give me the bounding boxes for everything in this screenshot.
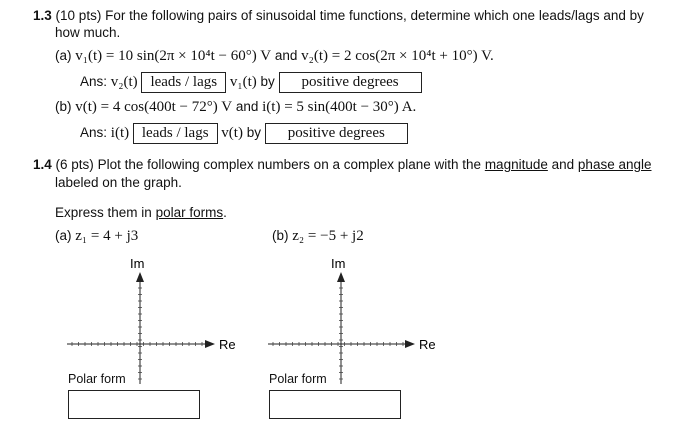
q14-and: and	[551, 157, 575, 172]
q14-polar-forms: polar forms	[155, 205, 224, 220]
plane-b-ticks	[273, 288, 403, 379]
q13-prompt-line1: For the following pairs of sinusoidal time functions, determine which one leads/lags and by	[105, 8, 644, 23]
q14a-polar-form-label: Polar form	[68, 372, 126, 386]
q13b-and: and	[235, 99, 259, 114]
q13-number: 1.3	[33, 8, 52, 23]
q13a-ans-label: Ans:	[80, 74, 108, 90]
plane-b	[268, 256, 436, 384]
plane-a	[67, 256, 236, 384]
q13a-degrees-box[interactable]: positive degrees	[279, 72, 422, 93]
q13b-ans-label: Ans:	[80, 125, 108, 141]
q14b-polar-form-input[interactable]	[269, 390, 401, 419]
q14-prompt-line2: labeled on the graph.	[55, 175, 182, 190]
q13b-ans-by: by	[246, 125, 261, 141]
q14-prompt-a: Plot the following complex numbers on a complex plane with the	[97, 157, 482, 172]
plane-a-im-arrow	[136, 272, 144, 282]
q13b-i: i(t) = 5 sin(400t − 30°) A.	[262, 99, 417, 115]
q13b-label: (b)	[55, 99, 72, 114]
q14b-polar-form-label: Polar form	[269, 372, 327, 386]
q13b-ans-subject: i(t)	[110, 125, 130, 142]
q14-phase-angle: phase angle	[577, 157, 652, 172]
q13a-label: (a)	[55, 48, 72, 63]
q14a-label: (a)	[55, 228, 72, 243]
q14a-expr: z₁ = 4 + j3	[75, 228, 139, 244]
plane-a-re-arrow	[205, 340, 215, 348]
q14-points: (6 pts)	[55, 157, 94, 172]
plane-b-re-arrow	[405, 340, 415, 348]
q14-express: Express them in	[55, 205, 152, 220]
q13b-v: v(t) = 4 cos(400t − 72°) V	[75, 99, 233, 115]
plane-a-ticks	[72, 288, 202, 379]
q13b-leads-lags-box[interactable]: leads / lags	[133, 123, 218, 144]
q13a-leads-lags-box[interactable]: leads / lags	[141, 72, 226, 93]
q13b-ans-object: v(t)	[221, 125, 243, 142]
q13a-v2: v₂(t) = 2 cos(2π × 10⁴t + 10°) V.	[301, 48, 494, 64]
q14b-expr: z₂ = −5 + j2	[292, 228, 364, 244]
q13a-and: and	[274, 48, 298, 63]
plane-a-im-label: Im	[130, 256, 145, 271]
q13a-v1: v₁(t) = 10 sin(2π × 10⁴t − 60°) V	[75, 48, 272, 64]
q13-points: (10 pts)	[55, 8, 102, 23]
q13a-ans-subject: v₂(t)	[110, 74, 138, 91]
plane-b-im-label: Im	[331, 256, 346, 271]
plane-b-im-arrow	[337, 272, 345, 282]
q14b-label: (b)	[272, 228, 289, 243]
q13a-ans-by: by	[260, 74, 275, 90]
q14-number: 1.4	[33, 157, 52, 172]
q14a-polar-form-input[interactable]	[68, 390, 200, 419]
plane-a-re-label: Re	[219, 337, 236, 352]
plane-b-re-label: Re	[419, 337, 436, 352]
q13a-ans-object: v₁(t)	[229, 74, 257, 91]
q14-magnitude: magnitude	[484, 157, 548, 172]
q13-prompt-line2: how much.	[55, 25, 121, 40]
q13b-degrees-box[interactable]: positive degrees	[265, 123, 408, 144]
q14-period: .	[223, 205, 227, 220]
